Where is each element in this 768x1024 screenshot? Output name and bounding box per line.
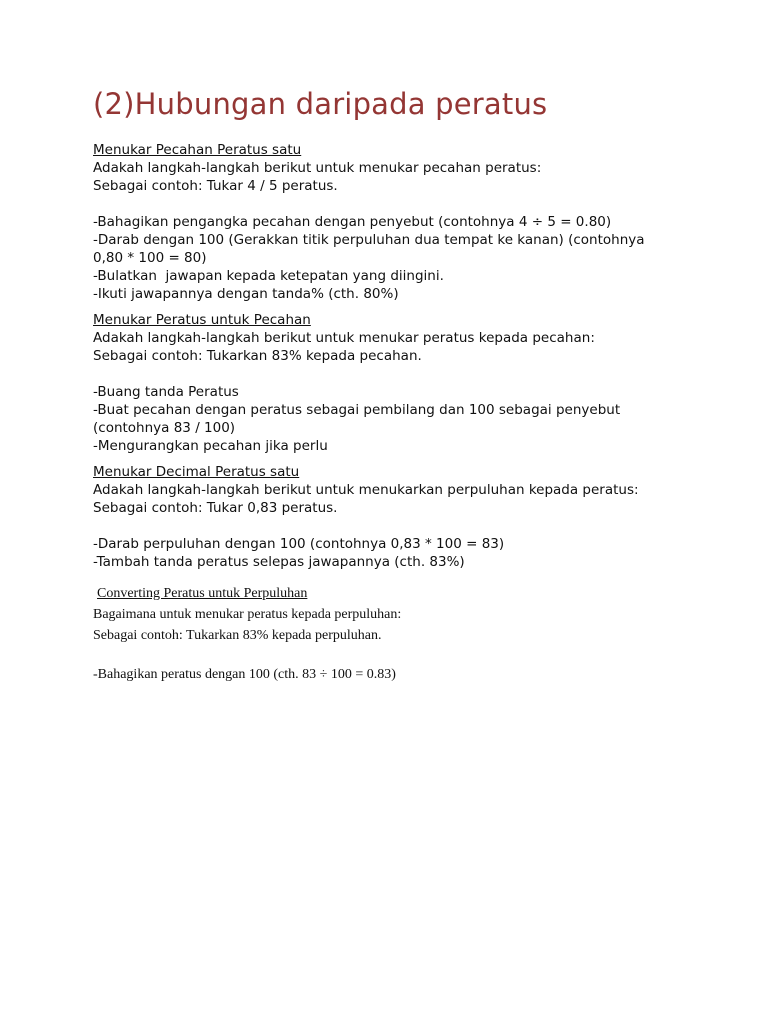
section-percent-to-fraction: [93, 311, 708, 455]
step-line: (contohnya 83 / 100): [93, 420, 236, 436]
intro-line: Sebagai contoh: Tukarkan 83% kepada perpuluhan.: [93, 628, 382, 643]
step-line: -Ikuti jawapannya dengan tanda% (cth. 80%): [93, 286, 399, 302]
intro-line: Bagaimana untuk menukar peratus kepada perpuluhan:: [93, 607, 402, 622]
step-line: -Bahagikan pengangka pecahan dengan penyebut (contohnya 4 ÷ 5 = 0.80): [93, 214, 612, 230]
blank-line: [93, 517, 708, 535]
intro-line: Adakah langkah-langkah berikut untuk menukarkan perpuluhan kepada peratus:: [93, 482, 639, 498]
page-title: (2)Hubungan daripada peratus: [93, 87, 548, 121]
intro-line: Adakah langkah-langkah berikut untuk menukar peratus kepada pecahan:: [93, 330, 595, 346]
blank-line: [93, 365, 708, 383]
section-fraction-to-percent: [93, 141, 708, 303]
intro-line: Adakah langkah-langkah berikut untuk menukar pecahan peratus:: [93, 160, 542, 176]
step-line: -Tambah tanda peratus selepas jawapannya (cth. 83%): [93, 554, 465, 570]
section-percent-to-decimal: [93, 583, 708, 685]
step-line: -Darab perpuluhan dengan 100 (contohnya 0,83 * 100 = 83): [93, 536, 505, 552]
step-line: -Darab dengan 100 (Gerakkan titik perpuluhan dua tempat ke kanan) (contohnya: [93, 232, 645, 248]
blank-line: [93, 195, 708, 213]
blank-line: [93, 646, 708, 664]
intro-line: Sebagai contoh: Tukar 0,83 peratus.: [93, 500, 338, 516]
step-line: -Buat pecahan dengan peratus sebagai pembilang dan 100 sebagai penyebut: [93, 402, 621, 418]
step-line: -Bulatkan jawapan kepada ketepatan yang diingini.: [93, 268, 444, 284]
step-line: -Bahagikan peratus dengan 100 (cth. 83 ÷ 100 = 0.83): [93, 667, 396, 682]
section-decimal-to-percent: [93, 463, 708, 571]
intro-line: Sebagai contoh: Tukar 4 / 5 peratus.: [93, 178, 338, 194]
step-line: 0,80 * 100 = 80): [93, 250, 207, 266]
intro-line: Sebagai contoh: Tukarkan 83% kepada pecahan.: [93, 348, 422, 364]
section-heading: Menukar Pecahan Peratus satu: [93, 142, 302, 158]
step-line: -Mengurangkan pecahan jika perlu: [93, 438, 328, 454]
section-heading: Menukar Decimal Peratus satu: [93, 464, 300, 480]
section-heading: Converting Peratus untuk Perpuluhan: [97, 586, 308, 601]
section-heading: Menukar Peratus untuk Pecahan: [93, 312, 311, 328]
step-line: -Buang tanda Peratus: [93, 384, 239, 400]
